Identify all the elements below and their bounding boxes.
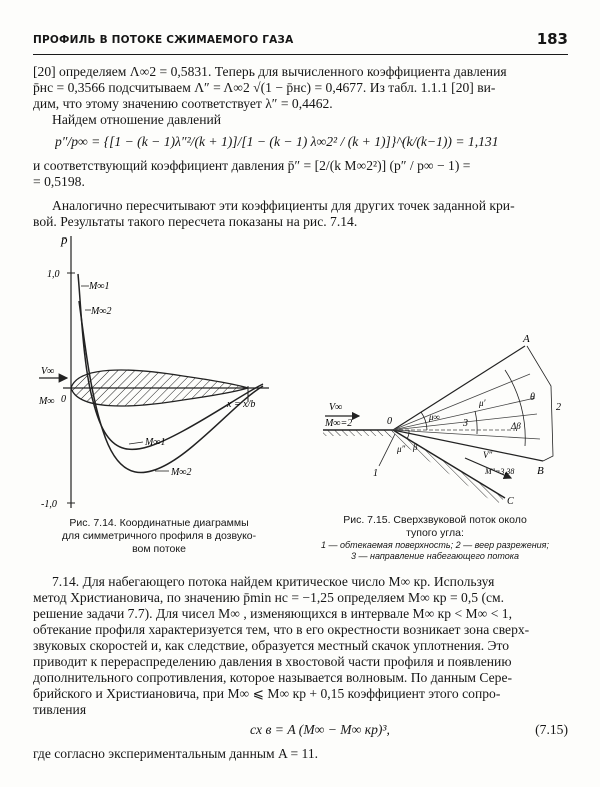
text-line: [20] определяем Λ∞2 = 0,5831. Теперь для вычисленного коэффициента давления	[33, 64, 507, 79]
text-line: Найдем отношение давлений	[52, 112, 222, 127]
curve-label-m2-bottom: M∞2	[171, 467, 192, 478]
expansion-fan-diagram	[315, 326, 570, 508]
theta-label: θ	[530, 392, 535, 403]
caption-legend-line: 1 — обтекаемая поверхность; 2 — веер разрежения;	[321, 540, 549, 550]
figure-7-15	[315, 326, 570, 508]
arc-beta	[407, 430, 409, 439]
tick-top-label: 1,0	[47, 269, 60, 280]
leader-m1-bottom	[129, 442, 143, 444]
v-inf-label: V∞	[41, 366, 55, 377]
text-line: и соответствующий коэффициент давления p̄″ = [2/(k M∞2²)] (p″ / p∞ − 1) =	[33, 158, 471, 173]
caption-7-15	[300, 514, 570, 562]
label-1: 1	[373, 468, 378, 479]
bracket-fan	[527, 346, 553, 461]
airfoil-profile	[71, 370, 248, 406]
caption-line: Рис. 7.15. Сверхзвуковой поток около	[343, 514, 527, 526]
curve-label-m1-bottom: M∞1	[145, 437, 166, 448]
text-line: дим, что этому значению соответствует λ″ = 0,4462.	[33, 96, 333, 111]
text-line: p̄нс = 0,3566 подсчитываем Λ″ = Λ∞2 √(1 − p̄нс) = 0,4677. Из табл. 1.1.1 [20] ви-	[33, 80, 496, 95]
arc-mu-inf	[421, 412, 427, 430]
delta-beta-label: Δβ	[511, 421, 521, 431]
m-inf-label: M∞	[39, 396, 55, 407]
caption-line: вом потоке	[132, 543, 186, 555]
curve-label-m1-top: M∞1	[89, 281, 110, 292]
header-title: ПРОФИЛЬ В ПОТОКЕ СЖИМАЕМОГО ГАЗА	[33, 34, 294, 46]
text-line: вой. Результаты такого пересчета показаны на рис. 7.14.	[33, 214, 358, 229]
caption-7-14	[33, 517, 285, 556]
origin-label: 0	[61, 394, 66, 405]
curve-label-m2-top: M∞2	[91, 306, 112, 317]
v-inf-label: V∞	[329, 402, 343, 413]
text-line: решение задачи 7.7). Для чисел M∞ , изменяющихся в интервале M∞ кр < M∞ < 1,	[33, 606, 512, 621]
point-c: C	[507, 496, 514, 507]
caption-line: Рис. 7.14. Координатные диаграммы	[69, 517, 249, 529]
formula-pressure-ratio: p″/p∞ = {[1 − (k − 1)λ″²/(k + 1)]/[1 − (k − 1) λ∞2² / (k + 1)]}^(k/(k−1)) = 1,131	[55, 134, 499, 149]
m-dbl-label: M″=3,38	[485, 467, 515, 476]
v-dbl-label: V″	[483, 450, 493, 460]
point-b: B	[537, 465, 544, 477]
label-2: 2	[556, 402, 561, 413]
point-o: 0	[387, 416, 392, 427]
text-line: метод Христиановича, по значению p̄min нс = −1,25 определяем M∞ кр = 0,5 (см.	[33, 590, 505, 605]
running-header	[33, 28, 568, 55]
text-line: тивления	[33, 702, 87, 717]
text-line: обтекание профиля характеризуется тем, что в его окрестности возникает зона сверх-	[33, 622, 530, 637]
figure-7-14	[33, 226, 283, 516]
mu-prime-label: μ′	[479, 398, 486, 408]
label-3: 3	[463, 418, 468, 429]
text-line: дополнительного сопротивления, которое называется волновым. По данным Сере-	[33, 670, 512, 685]
text-line: звуковых скоростей и, как следствие, образуется местный скачок уплотнения. Это	[33, 638, 510, 653]
y-axis-label: p̄	[61, 232, 68, 247]
formula-wave-drag: cx в = A (M∞ − M∞ кр)³,	[250, 722, 390, 737]
tick-bottom-label: -1,0	[41, 499, 57, 510]
caption-line: для симметричного профиля в дозвуко-	[61, 530, 257, 542]
caption-legend-line: 3 — направление набегающего потока	[350, 551, 520, 561]
text-line: Аналогично пересчитывают эти коэффициенты для других точек заданной кри-	[52, 198, 515, 213]
leader-1	[379, 434, 395, 466]
curve-m1	[78, 274, 263, 449]
equation-number: (7.15)	[535, 722, 568, 737]
wall-hatch-upper	[323, 430, 393, 436]
text-line: приводит к перераспределению давления в хвостовой части профиля и появлению	[33, 654, 512, 669]
arc-mu-prime	[475, 411, 477, 434]
pressure-diagram	[33, 226, 283, 516]
mu-dbl-label: μ″	[397, 444, 406, 454]
point-a: A	[523, 333, 530, 345]
text-line: = 0,5198.	[33, 174, 85, 189]
x-axis-label: x = x/b	[227, 399, 256, 410]
page-number: 183	[536, 30, 568, 48]
fan-ray	[393, 374, 530, 430]
m-inf-label: M∞=2	[325, 418, 353, 429]
caption-line: тупого угла:	[406, 527, 464, 539]
arc-theta	[505, 370, 525, 446]
text-line: 7.14. Для набегающего потока найдем критическое число M∞ кр. Используя	[52, 574, 495, 589]
text-line: брийского и Христиановича, при M∞ ⩽ M∞ кр + 0,15 коэффициент этого сопро-	[33, 686, 501, 701]
mu-inf-label: μ∞	[429, 412, 440, 422]
text-line: где согласно экспериментальным данным A = 11.	[33, 746, 319, 761]
beta-label: β	[413, 442, 418, 452]
